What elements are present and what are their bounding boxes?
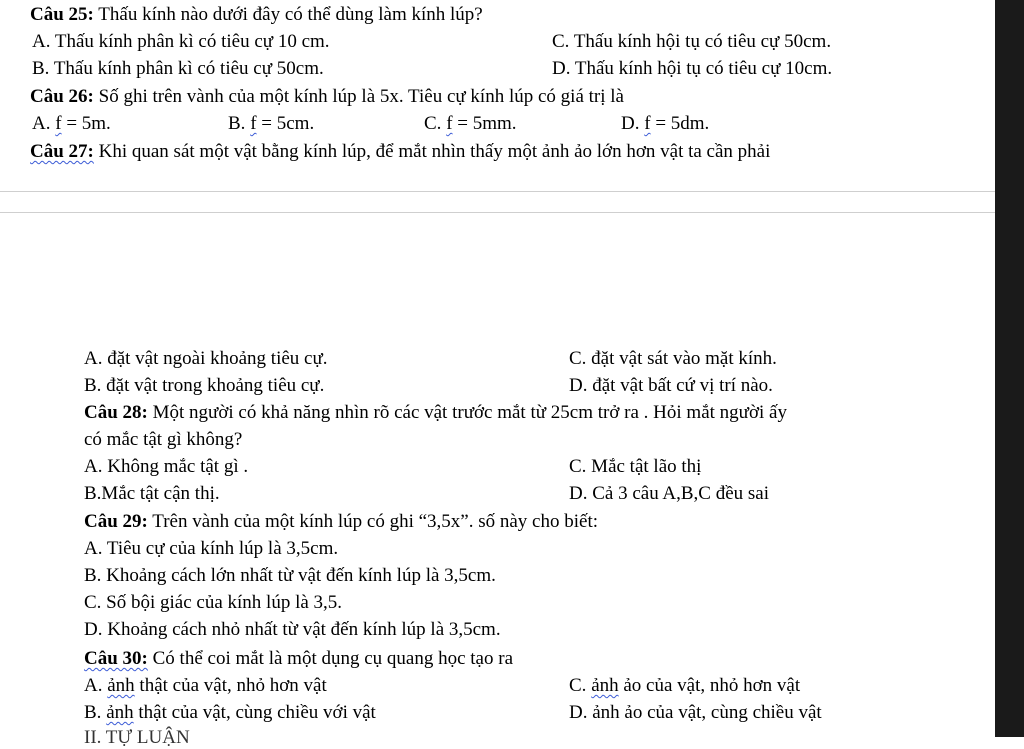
q28-question-cont: có mắc tật gì không? [84, 429, 243, 450]
q30-option-d: D. ảnh ảo của vật, cùng chiều vật [569, 702, 822, 723]
q26-option-b: B. f = 5cm. [228, 113, 315, 134]
q29-option-c: C. Số bội giác của kính lúp là 3,5. [84, 592, 343, 613]
q29-question: Câu 29: Trên vành của một kính lúp có ghi “3,5x”. số này cho biết: [84, 511, 599, 532]
q28-question: Câu 28: Một người có khả năng nhìn rõ các vật trước mắt từ 25cm trở ra . Hỏi mắt người ấy [84, 402, 787, 423]
q30-option-c: C. ảnh ảo của vật, nhỏ hơn vật [569, 675, 801, 696]
q25-label: Câu 25: [30, 4, 94, 25]
q26-question: Câu 26: Số ghi trên vành của một kính lúp là 5x. Tiêu cự kính lúp có giá trị là [30, 86, 624, 107]
q27-option-d: D. đặt vật bất cứ vị trí nào. [569, 375, 773, 396]
q29-label: Câu 29: [84, 511, 148, 532]
q25-option-c: C. Thấu kính hội tụ có tiêu cự 50cm. [552, 31, 832, 52]
q28-option-a: A. Không mắc tật gì . [84, 456, 249, 477]
q27-option-a: A. đặt vật ngoài khoảng tiêu cự. [84, 348, 328, 369]
q27-option-b: B. đặt vật trong khoảng tiêu cự. [84, 375, 325, 396]
q27-option-c: C. đặt vật sát vào mặt kính. [569, 348, 777, 369]
page-break-bottom [0, 212, 995, 213]
q30-label: Câu 30: [84, 648, 148, 669]
q26-option-a: A. f = 5m. [32, 113, 111, 134]
q30-question: Câu 30: Có thể coi mắt là một dụng cụ quang học tạo ra [84, 648, 514, 669]
q26-option-c: C. f = 5mm. [424, 113, 517, 134]
q30-option-b: B. ảnh thật của vật, cùng chiều với vật [84, 702, 376, 723]
q29-option-d: D. Khoảng cách nhỏ nhất từ vật đến kính lúp là 3,5cm. [84, 619, 501, 640]
q29-option-a: A. Tiêu cự của kính lúp là 3,5cm. [84, 538, 339, 559]
q27-label: Câu 27: [30, 141, 94, 162]
q28-option-d: D. Cả 3 câu A,B,C đều sai [569, 483, 770, 504]
q29-option-b: B. Khoảng cách lớn nhất từ vật đến kính lúp là 3,5cm. [84, 565, 496, 586]
q25-option-d: D. Thấu kính hội tụ có tiêu cự 10cm. [552, 58, 833, 79]
q25-question: Câu 25: Thấu kính nào dưới đây có thể dùng làm kính lúp? [30, 4, 483, 25]
q25-option-b: B. Thấu kính phân kì có tiêu cự 50cm. [32, 58, 324, 79]
q28-option-b: B.Mắc tật cận thị. [84, 483, 220, 504]
window-edge-bar [995, 0, 1024, 737]
q27-question: Câu 27: Khi quan sát một vật bằng kính lúp, để mắt nhìn thấy một ảnh ảo lớn hơn vật ta cần phải [30, 141, 771, 162]
q28-option-c: C. Mắc tật lão thị [569, 456, 702, 477]
q28-label: Câu 28: [84, 402, 148, 423]
q25-option-a: A. Thấu kính phân kì có tiêu cự 10 cm. [32, 31, 330, 52]
cut-off-section-heading: II. TỰ LUẬN [84, 727, 190, 748]
q30-option-a: A. ảnh thật của vật, nhỏ hơn vật [84, 675, 327, 696]
q26-option-d: D. f = 5dm. [621, 113, 710, 134]
q26-label: Câu 26: [30, 86, 94, 107]
page-break-top [0, 191, 995, 192]
